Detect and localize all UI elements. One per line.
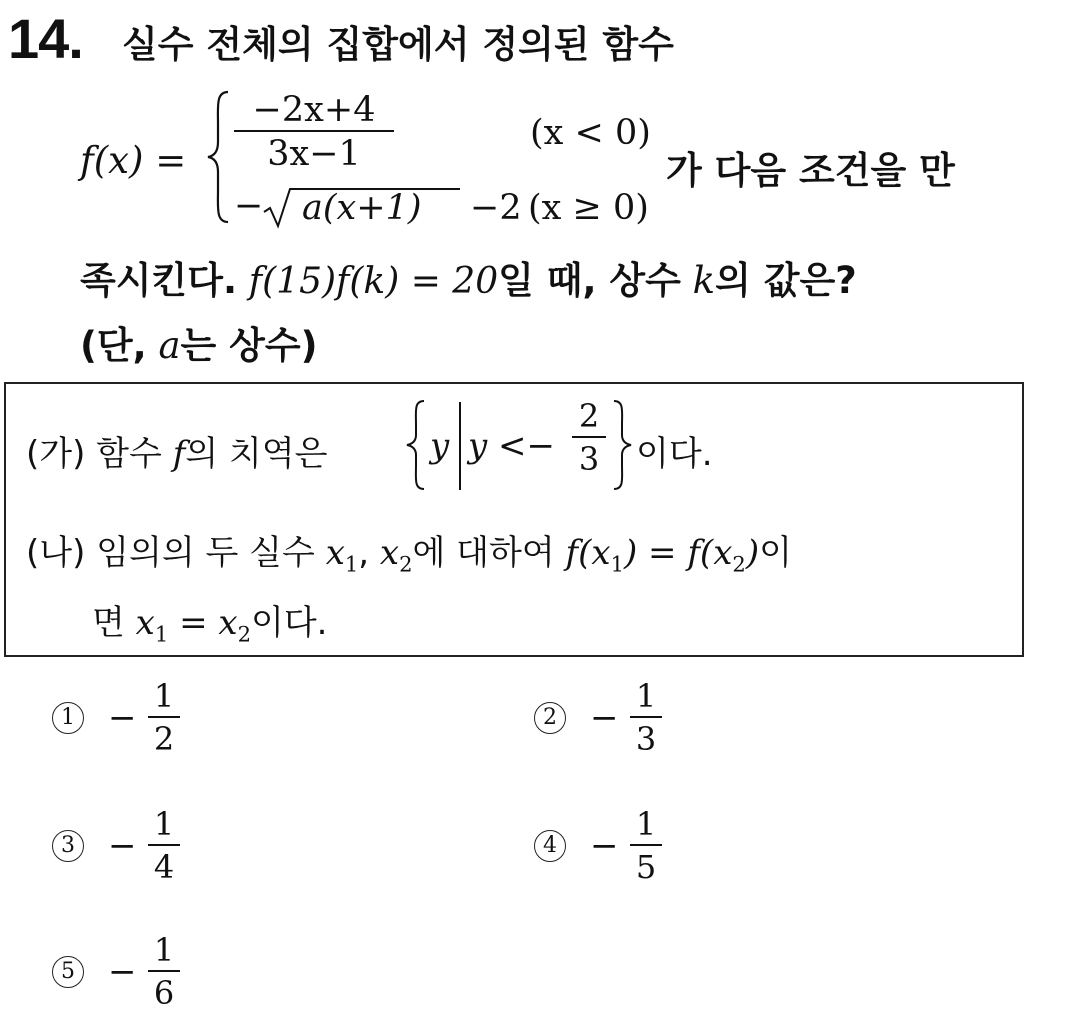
- set-right-brace-icon: [610, 399, 634, 491]
- piece1-denominator: 3x−1: [267, 134, 361, 174]
- choice-5[interactable]: [52, 930, 212, 1020]
- question-line-3: [80, 315, 318, 369]
- ga-fraction-denominator: 3: [578, 440, 600, 478]
- choice-1-marker: 1: [52, 702, 84, 734]
- ga-variable: f: [172, 434, 186, 474]
- choice-5-numerator: 1: [153, 931, 175, 969]
- set-left-brace-icon: [404, 399, 428, 491]
- line2-expression: f(15)f(k) = 20: [248, 261, 499, 302]
- ga-text: 의 치역은: [185, 434, 328, 474]
- question-title: 실수 전체의 집합에서 정의된 함수: [122, 23, 674, 66]
- na-expr-a-subscript: 1: [610, 551, 624, 577]
- choice-2-denominator: 3: [635, 720, 657, 758]
- choice-3[interactable]: [52, 804, 212, 894]
- piece1-fraction: [234, 90, 394, 176]
- line3-variable: a: [158, 324, 181, 367]
- na-x1: x: [325, 533, 345, 573]
- na-x1-subscript: 1: [344, 551, 359, 577]
- choice-4-sign: −: [590, 826, 619, 866]
- na-expr-end: ): [745, 533, 760, 573]
- na-text: 에 대하여: [412, 533, 555, 573]
- na-line2-start: 면: [92, 603, 125, 643]
- condition-na: [26, 525, 792, 577]
- choice-1-numerator: 1: [153, 677, 175, 715]
- choice-4-denominator: 5: [635, 848, 657, 886]
- choice-4-marker: 4: [534, 830, 566, 862]
- condition-na-line-2: [92, 595, 328, 647]
- set-divider: [459, 402, 461, 490]
- piece2-prefix: −: [234, 186, 264, 226]
- choice-2-fraction: [630, 676, 662, 760]
- choice-4-fraction: [630, 804, 662, 888]
- choice-2-marker: 2: [534, 702, 566, 734]
- na-line2-eq: = x: [168, 603, 238, 643]
- na-line2-x1: x: [135, 603, 155, 643]
- na-expr-a: f(x: [565, 533, 611, 573]
- choice-2[interactable]: [534, 676, 694, 766]
- na-expr-b-subscript: 2: [732, 551, 746, 577]
- line2-start: 족시킨다.: [80, 259, 238, 302]
- choice-3-denominator: 4: [153, 848, 175, 886]
- ga-fraction: [572, 396, 606, 480]
- na-text2: 이: [759, 533, 792, 573]
- after-function-text: 가 다음 조건을 만: [666, 149, 955, 192]
- line2-variable: k: [692, 259, 716, 302]
- na-separator: ,: [358, 533, 370, 573]
- line3-text: 는 상수): [180, 324, 318, 367]
- na-x2-subscript: 2: [399, 551, 413, 577]
- na-label: (나) 임의의 두 실수: [26, 533, 315, 573]
- choice-1-sign: −: [108, 698, 137, 738]
- piece1-condition: (x < 0): [530, 113, 651, 153]
- piece2-suffix: −2: [470, 188, 522, 228]
- condition-ga: [26, 426, 327, 475]
- choice-2-numerator: 1: [635, 677, 657, 715]
- choice-3-fraction: [148, 804, 180, 888]
- choice-5-fraction: [148, 930, 180, 1014]
- ga-fraction-numerator: 2: [578, 397, 600, 435]
- choice-2-sign: −: [590, 698, 619, 738]
- choice-5-denominator: 6: [153, 974, 175, 1012]
- choice-5-marker: 5: [52, 956, 84, 988]
- choice-1-fraction: [148, 676, 180, 760]
- set-condition: y <−: [468, 426, 555, 466]
- choice-3-sign: −: [108, 826, 137, 866]
- left-brace-icon: [206, 90, 232, 224]
- na-line2-end: 이다.: [250, 603, 328, 643]
- ga-end: 이다.: [636, 434, 713, 474]
- function-lhs: f(x) =: [80, 139, 187, 182]
- ga-label: (가) 함수: [26, 434, 162, 474]
- line2-text1: 일 때, 상수: [498, 259, 681, 302]
- line3-open: (단,: [80, 324, 147, 367]
- choice-4-numerator: 1: [635, 805, 657, 843]
- piece2-radicand: a(x+1): [302, 188, 422, 228]
- piece1-numerator: −2x+4: [252, 90, 376, 130]
- na-line2-x2-subscript: 2: [237, 621, 251, 647]
- line2-text2: 의 값은?: [715, 259, 857, 302]
- choice-5-sign: −: [108, 952, 137, 992]
- question-number: 14.: [8, 7, 83, 70]
- question-line-2: [80, 250, 857, 304]
- choice-1[interactable]: [52, 676, 212, 766]
- na-x2: x: [379, 533, 400, 573]
- na-expr-mid: ) = f(x: [623, 533, 733, 573]
- choice-1-denominator: 2: [153, 720, 175, 758]
- piece2-condition: (x ≥ 0): [528, 188, 649, 228]
- choice-4[interactable]: [534, 804, 694, 894]
- choice-3-numerator: 1: [153, 805, 175, 843]
- set-element-variable: y: [430, 426, 450, 466]
- choice-3-marker: 3: [52, 830, 84, 862]
- na-line2-x1-subscript: 1: [154, 621, 169, 647]
